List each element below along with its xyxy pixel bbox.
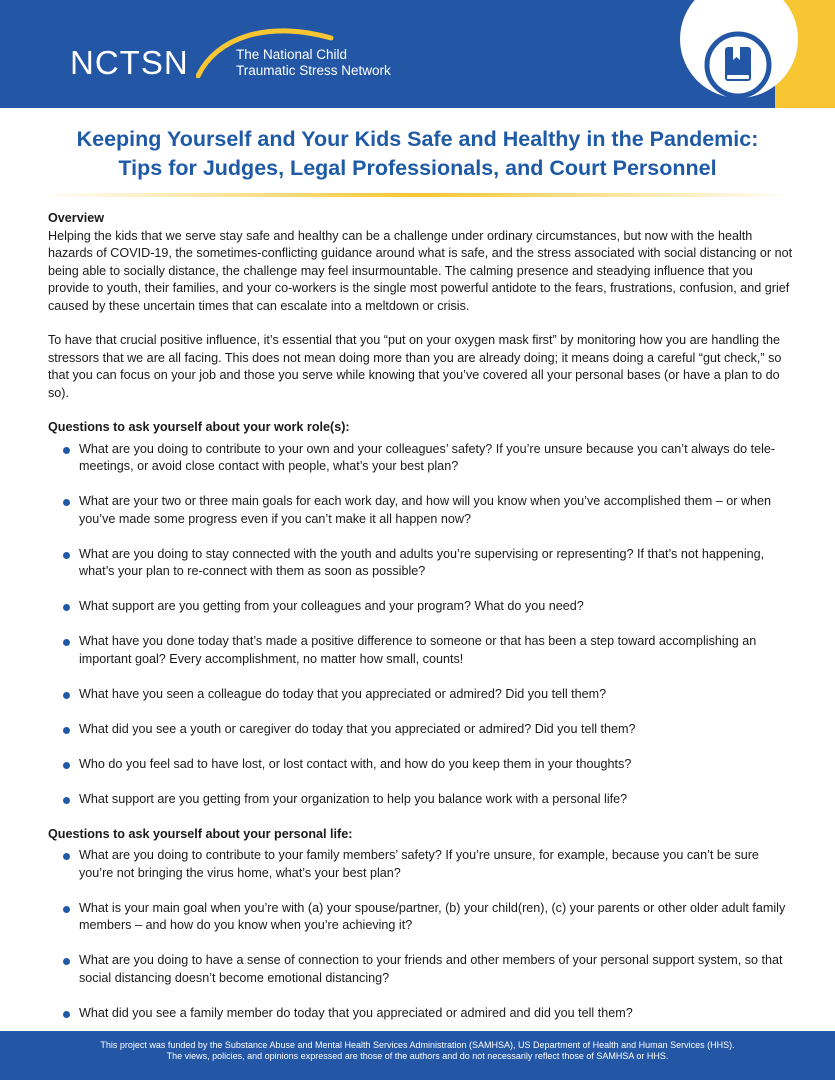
footer-funding-note: This project was funded by the Substance Abuse and Mental Health Services Administration (SAMHSA), US Department of Health and Human Services (HHS). [100, 1040, 735, 1050]
question-text: What did you see a family member do today that you appreciated or admired and did you tell them? [79, 1005, 633, 1020]
bullet-icon [63, 906, 70, 913]
document-body [48, 210, 793, 1040]
bullet-icon [63, 1011, 70, 1018]
footer-banner [0, 1031, 835, 1080]
question-text: What did you see a youth or caregiver do today that you appreciated or admired? Did you tell them? [79, 721, 636, 736]
question-text: What are your two or three main goals for each work day, and how will you know when you’ve accomplished them – or when you’ve made some progress even if you can’t make it all happen now? [79, 494, 772, 526]
org-name [236, 47, 391, 79]
list-item [48, 686, 793, 704]
personal-questions-heading: Questions to ask yourself about your personal life: [48, 826, 353, 841]
question-text: What are you doing to have a sense of connection to your friends and other members of your personal support system, so that social distancing doesn’t become emotional distancing? [79, 953, 783, 985]
bullet-icon [63, 853, 70, 860]
list-item [48, 791, 793, 809]
question-text: Who do you feel sad to have lost, or lost contact with, and how do you keep them in your thoughts? [79, 756, 632, 771]
org-name-line2: Traumatic Stress Network [236, 63, 391, 78]
nctsn-logo: NCTSN [70, 44, 189, 81]
bullet-icon [63, 797, 70, 804]
list-item [48, 546, 793, 581]
bullet-icon [63, 552, 70, 559]
bullet-icon [63, 727, 70, 734]
question-text: What is your main goal when you’re with (a) your spouse/partner, (b) your child(ren), (c) your parents or other older adult family members – and how do you know when you’re achieving it? [79, 900, 786, 932]
bullet-icon [63, 692, 70, 699]
question-text: What have you seen a colleague do today that you appreciated or admired? Did you tell them? [79, 686, 607, 701]
bullet-icon [63, 639, 70, 646]
bullet-icon [63, 499, 70, 506]
title-line1: Keeping Yourself and Your Kids Safe and Healthy in the Pandemic: [76, 127, 759, 151]
question-text: What support are you getting from your colleagues and your program? What do you need? [79, 599, 584, 613]
list-item [48, 493, 793, 528]
question-text: What are you doing to stay connected with the youth and adults you’re supervising or representing? If that’s not happening, what’s your plan to re-connect with them as soon as possible? [79, 546, 765, 578]
list-item [48, 952, 793, 987]
book-icon [703, 30, 773, 100]
title-divider [40, 193, 795, 197]
bullet-icon [63, 447, 70, 454]
list-item [48, 598, 793, 616]
overview-paragraph-2: To have that crucial positive influence, it’s essential that you “put on your oxygen mask first” by monitoring how you are handling the stressors that we are all facing. This does not mean doing more than you are already doing; it means doing a careful “gut check,” so that you can focus on your job and those you serve while knowing that you’ve covered all your personal bases (or have a plan to do so). [48, 333, 782, 400]
question-text: What support are you getting from your organization to help you balance work with a personal life? [79, 791, 628, 806]
list-item [48, 633, 793, 668]
footer-disclaimer: The views, policies, and opinions expressed are those of the authors and do not necessarily reflect those of SAMHSA or HHS. [166, 1051, 669, 1061]
title-line2: Tips for Judges, Legal Professionals, and Court Personnel [118, 156, 717, 180]
page-title [20, 125, 815, 183]
question-text: What are you doing to contribute to your family members’ safety? If you’re unsure, for example, because you can’t be sure you’re not bringing the virus home, what’s your best plan? [79, 848, 759, 880]
bullet-icon [63, 762, 70, 769]
list-item [48, 1005, 793, 1023]
list-item [48, 847, 793, 882]
work-questions-list [48, 441, 793, 809]
bullet-icon [63, 958, 70, 965]
question-text: What have you done today that’s made a positive difference to someone or that has been a step toward accomplishing an important goal? Every accomplishment, no matter how small, counts! [79, 634, 757, 666]
list-item [48, 721, 793, 739]
work-questions-heading: Questions to ask yourself about your work role(s): [48, 420, 350, 434]
org-name-line1: The National Child [236, 47, 348, 62]
header-banner [0, 0, 835, 108]
list-item [48, 900, 793, 935]
personal-questions-list [48, 847, 793, 1022]
question-text: What are you doing to contribute to your own and your colleagues’ safety? If you’re unsure because you can’t always do tele-meetings, or avoid close contact with people, what’s your best plan? [79, 441, 776, 473]
bullet-icon [63, 604, 70, 611]
list-item [48, 756, 793, 774]
list-item [48, 441, 793, 476]
overview-paragraph-1: Helping the kids that we serve stay safe and healthy can be a challenge under ordinary circumstances, but now with the health hazards of COVID-19, the sometimes-conflicting guidance around what is safe, and the stress associated with social distancing or not being able to socially distance, the challenge may feel insurmountable. The calming presence and steadying influence that you provide to youth, their families, and your co-workers is the single most powerful antidote to the fears, frustrations, confusion, and grief caused by these uncertain times that can escalate into a meltdown or crisis. [48, 228, 793, 313]
overview-heading: Overview [48, 211, 105, 225]
